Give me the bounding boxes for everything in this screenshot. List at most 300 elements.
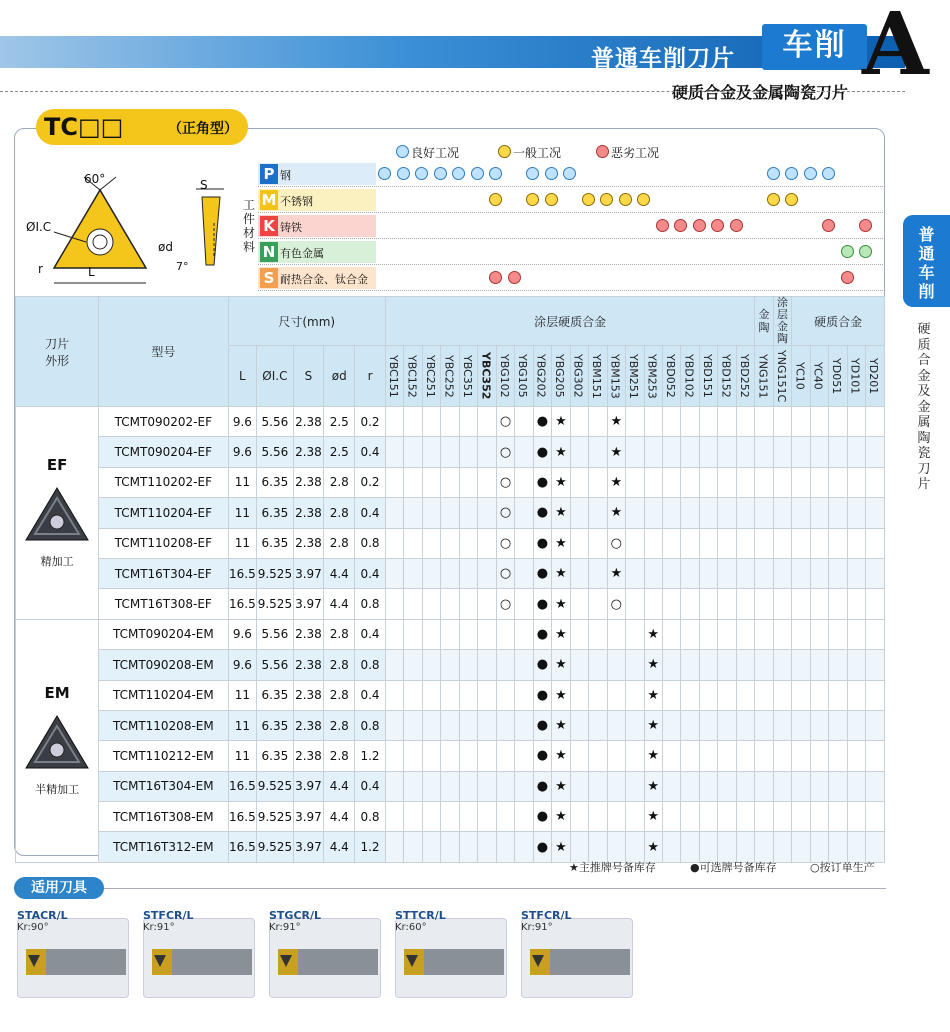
grade-cell: ★ <box>552 619 570 649</box>
condition-face-icon <box>471 167 484 180</box>
dim-cell: 0.2 <box>355 407 386 437</box>
grade-cell <box>773 802 791 832</box>
grade-cell <box>847 741 865 771</box>
grade-cell <box>662 741 680 771</box>
grade-cell: ★ <box>644 832 662 862</box>
grade-cell <box>866 802 885 832</box>
grade-cell: ○ <box>496 589 514 619</box>
grade-cell <box>515 467 533 497</box>
grade-cell <box>441 771 459 801</box>
grade-cell <box>829 589 847 619</box>
dim-cell: 5.56 <box>257 437 293 467</box>
model-cell: TCMT110212-EM <box>99 741 228 771</box>
dim-cell: 2.8 <box>324 528 355 558</box>
grade-cell <box>626 498 644 528</box>
condition-face-icon <box>600 193 613 206</box>
grade-cell <box>681 741 699 771</box>
dim-cell: 2.38 <box>293 741 324 771</box>
grade-cell <box>699 680 717 710</box>
dim-cell: 9.6 <box>228 619 257 649</box>
group2-header: 金陶 <box>755 297 773 346</box>
grade-cell <box>459 650 477 680</box>
grade-cell <box>773 710 791 740</box>
grade-cell: ★ <box>607 437 625 467</box>
grade-cell <box>829 407 847 437</box>
grade-label: YBG202 <box>534 354 548 398</box>
grade-cell <box>866 771 885 801</box>
grade-cell <box>478 680 496 710</box>
grade-cell: ● <box>533 771 551 801</box>
grade-cell <box>736 407 754 437</box>
grade-cell <box>570 832 588 862</box>
grade-cell <box>589 528 607 558</box>
grade-cell <box>718 650 736 680</box>
grade-cell <box>515 407 533 437</box>
grade-cell <box>755 650 773 680</box>
material-row-k <box>258 213 885 239</box>
grade-cell <box>847 558 865 588</box>
grade-cell <box>459 771 477 801</box>
grade-cell <box>662 407 680 437</box>
dim-cell: 11 <box>228 710 257 740</box>
grade-cell <box>829 802 847 832</box>
grade-cell <box>570 498 588 528</box>
grade-label: YBC151 <box>386 354 400 398</box>
s-label: S <box>200 178 208 192</box>
grade-cell <box>866 710 885 740</box>
grade-header <box>478 346 496 407</box>
grade-header <box>515 346 533 407</box>
grade-cell <box>607 650 625 680</box>
material-letter-k: K <box>260 216 278 236</box>
side-text: 硬质合金及金属陶瓷刀片 <box>917 322 931 492</box>
grade-cell <box>478 802 496 832</box>
condition-face-icon <box>841 245 854 258</box>
grade-cell <box>681 498 699 528</box>
dim-cell: 9.525 <box>257 832 293 862</box>
grade-cell <box>662 771 680 801</box>
material-name: 有色金属 <box>280 247 324 260</box>
grade-cell <box>589 589 607 619</box>
grade-cell <box>422 407 440 437</box>
dim-cell: 4.4 <box>324 802 355 832</box>
grade-cell <box>718 437 736 467</box>
grade-cell <box>496 710 514 740</box>
dim-col-header: L <box>228 346 257 407</box>
grade-header <box>773 346 791 407</box>
grade-cell <box>773 589 791 619</box>
bad-label: 恶劣工况 <box>611 146 660 160</box>
grade-cell <box>810 741 828 771</box>
grade-cell <box>478 467 496 497</box>
grade-cell <box>385 467 403 497</box>
grade-cell <box>607 619 625 649</box>
dim-cell: 11 <box>228 680 257 710</box>
dim-cell: 11 <box>228 528 257 558</box>
grade-cell <box>589 802 607 832</box>
grade-cell <box>792 741 810 771</box>
grade-cell <box>792 771 810 801</box>
grade-cell <box>589 558 607 588</box>
condition-face-icon <box>767 167 780 180</box>
condition-face-icon <box>841 271 854 284</box>
grade-label: YBM253 <box>645 353 659 399</box>
grade-cell <box>847 498 865 528</box>
grade-cell <box>459 710 477 740</box>
grade-cell <box>422 467 440 497</box>
grade-cell <box>570 802 588 832</box>
grade-cell <box>441 498 459 528</box>
table-row <box>16 680 885 710</box>
grade-header <box>736 346 754 407</box>
grade-cell <box>385 771 403 801</box>
grade-cell <box>792 650 810 680</box>
grade-cell <box>810 528 828 558</box>
grade-cell <box>755 680 773 710</box>
grade-cell <box>478 589 496 619</box>
grade-cell <box>755 771 773 801</box>
tool-card[interactable] <box>269 910 381 998</box>
grade-cell <box>589 498 607 528</box>
grade-cell <box>607 680 625 710</box>
dim-cell: 9.525 <box>257 771 293 801</box>
grade-cell <box>736 832 754 862</box>
grade-cell: ★ <box>552 771 570 801</box>
grade-cell: ○ <box>496 407 514 437</box>
grade-cell <box>459 619 477 649</box>
grade-cell <box>866 498 885 528</box>
angle-label: 60° <box>84 172 106 186</box>
group-desc: 精加工 <box>40 555 74 569</box>
grade-cell <box>699 832 717 862</box>
grade-cell <box>866 558 885 588</box>
grade-cell <box>681 650 699 680</box>
grade-cell <box>422 528 440 558</box>
grade-cell <box>385 680 403 710</box>
ic-label: ØI.C <box>26 220 52 234</box>
grade-cell <box>385 528 403 558</box>
tool-card[interactable] <box>395 910 507 998</box>
group3-header: 涂层金陶 <box>773 297 791 346</box>
dim-cell: 0.8 <box>355 589 386 619</box>
shape-header: 刀片外形 <box>16 297 99 407</box>
grade-label: YBG105 <box>516 354 530 398</box>
grade-cell <box>644 498 662 528</box>
grade-cell <box>626 650 644 680</box>
condition-face-icon <box>397 167 410 180</box>
grade-cell: ★ <box>552 558 570 588</box>
grade-cell <box>681 528 699 558</box>
grade-cell <box>773 832 791 862</box>
dim-cell: 0.8 <box>355 710 386 740</box>
grade-cell <box>810 680 828 710</box>
grade-cell <box>829 437 847 467</box>
grade-cell <box>441 802 459 832</box>
tool-card[interactable] <box>521 910 633 998</box>
grade-cell <box>829 832 847 862</box>
grade-label: YBD252 <box>737 354 751 398</box>
grade-cell <box>385 802 403 832</box>
grade-cell <box>422 741 440 771</box>
condition-face-icon <box>656 219 669 232</box>
grade-cell <box>699 467 717 497</box>
grade-cell <box>792 558 810 588</box>
grade-cell: ○ <box>496 498 514 528</box>
condition-face-icon <box>804 167 817 180</box>
grade-cell <box>644 407 662 437</box>
bad-face-icon <box>596 145 609 158</box>
grade-label: YBM151 <box>590 353 604 399</box>
grade-cell <box>385 710 403 740</box>
dim-cell: 2.38 <box>293 498 324 528</box>
grade-cell <box>570 619 588 649</box>
grade-header <box>662 346 680 407</box>
table-row <box>16 498 885 528</box>
grade-cell <box>755 407 773 437</box>
grade-cell <box>570 771 588 801</box>
grade-cell <box>478 407 496 437</box>
grade-cell <box>866 467 885 497</box>
grade-cell <box>699 771 717 801</box>
grade-cell <box>626 619 644 649</box>
grade-cell <box>847 407 865 437</box>
grade-cell <box>755 437 773 467</box>
grade-cell <box>496 741 514 771</box>
dim-cell: 9.525 <box>257 589 293 619</box>
grade-cell <box>478 650 496 680</box>
dim-cell: 3.97 <box>293 832 324 862</box>
grade-cell: ● <box>533 741 551 771</box>
grade-cell <box>404 558 422 588</box>
grade-cell <box>810 802 828 832</box>
grade-cell <box>662 650 680 680</box>
grade-cell <box>736 771 754 801</box>
dim-cell: 0.8 <box>355 528 386 558</box>
grade-cell <box>515 558 533 588</box>
grade-cell: ● <box>533 407 551 437</box>
grade-cell: ★ <box>552 498 570 528</box>
condition-face-icon <box>785 167 798 180</box>
table-row <box>16 832 885 862</box>
grade-cell <box>607 741 625 771</box>
table-row <box>16 741 885 771</box>
grade-cell: ● <box>533 680 551 710</box>
tool-kr: Kr:90° <box>17 922 49 933</box>
grade-cell: ● <box>533 437 551 467</box>
grade-cell: ★ <box>607 558 625 588</box>
condition-face-icon <box>822 167 835 180</box>
grade-cell <box>681 771 699 801</box>
grade-cell <box>385 619 403 649</box>
dim-cell: 4.4 <box>324 832 355 862</box>
good-face-icon <box>396 145 409 158</box>
grade-cell <box>422 802 440 832</box>
grade-cell <box>459 407 477 437</box>
grade-cell <box>404 832 422 862</box>
grade-cell <box>515 802 533 832</box>
grade-cell <box>755 589 773 619</box>
material-row-n <box>258 239 885 265</box>
insert-table <box>15 296 885 863</box>
legend-circle: ○按订单生产 <box>810 861 875 874</box>
material-letter-p: P <box>260 164 278 184</box>
grade-cell <box>699 437 717 467</box>
model-cell: TCMT090204-EM <box>99 619 228 649</box>
dim-col-header: ød <box>324 346 355 407</box>
grade-cell <box>515 589 533 619</box>
grade-cell <box>866 650 885 680</box>
dim-cell: 9.6 <box>228 437 257 467</box>
grade-cell <box>810 558 828 588</box>
tool-card[interactable] <box>143 910 255 998</box>
grade-cell <box>736 650 754 680</box>
dim-cell: 2.38 <box>293 467 324 497</box>
material-name: 铸铁 <box>280 221 302 234</box>
grade-cell <box>441 407 459 437</box>
grade-cell <box>404 802 422 832</box>
tool-card[interactable] <box>17 910 129 998</box>
grade-cell <box>810 710 828 740</box>
grade-cell <box>515 498 533 528</box>
material-letter-s: S <box>260 268 278 288</box>
table-row <box>16 528 885 558</box>
grade-cell <box>681 589 699 619</box>
grade-cell <box>570 650 588 680</box>
grade-cell <box>607 710 625 740</box>
dim-cell: 2.8 <box>324 650 355 680</box>
grade-cell <box>755 528 773 558</box>
grade-cell <box>662 558 680 588</box>
grade-cell <box>736 802 754 832</box>
grade-cell <box>422 558 440 588</box>
grade-cell <box>589 771 607 801</box>
grade-cell <box>570 407 588 437</box>
grade-cell: ★ <box>552 407 570 437</box>
dim-cell: 5.56 <box>257 407 293 437</box>
grade-cell <box>422 589 440 619</box>
dim-cell: 16.5 <box>228 589 257 619</box>
grade-cell <box>847 680 865 710</box>
tool-name: STFCR/L <box>521 909 572 922</box>
group1-header: 涂层硬质合金 <box>385 297 754 346</box>
grade-label: YBG302 <box>571 354 585 398</box>
grade-cell <box>755 832 773 862</box>
dim-cell: 5.56 <box>257 650 293 680</box>
grade-cell <box>644 467 662 497</box>
grade-cell <box>681 407 699 437</box>
grade-cell <box>699 498 717 528</box>
grade-label: YBG205 <box>553 354 567 398</box>
grade-cell: ★ <box>644 680 662 710</box>
grade-cell: ★ <box>552 589 570 619</box>
model-cell: TCMT16T304-EF <box>99 558 228 588</box>
grade-cell <box>755 710 773 740</box>
grade-header <box>829 346 847 407</box>
dim-cell: 3.97 <box>293 802 324 832</box>
grade-label: YBD151 <box>700 354 714 398</box>
tool-kr: Kr:91° <box>143 922 175 933</box>
grade-cell <box>441 650 459 680</box>
grade-cell <box>718 802 736 832</box>
grade-cell <box>662 589 680 619</box>
dim-cell: 2.38 <box>293 680 324 710</box>
grade-cell <box>718 832 736 862</box>
grade-cell <box>681 832 699 862</box>
grade-cell <box>718 467 736 497</box>
grade-cell <box>515 619 533 649</box>
grade-cell <box>626 558 644 588</box>
group-name: EM <box>44 684 70 703</box>
grade-cell <box>478 771 496 801</box>
shape-cell <box>16 619 99 862</box>
dim-cell: 9.525 <box>257 802 293 832</box>
grade-label: YBC251 <box>423 354 437 398</box>
condition-face-icon <box>674 219 687 232</box>
condition-face-icon <box>545 193 558 206</box>
grade-cell <box>626 832 644 862</box>
condition-face-icon <box>859 245 872 258</box>
grade-cell <box>385 407 403 437</box>
grade-cell <box>404 741 422 771</box>
grade-cell: ★ <box>552 832 570 862</box>
grade-cell <box>662 710 680 740</box>
grade-cell: ● <box>533 589 551 619</box>
grade-cell <box>459 589 477 619</box>
grade-cell <box>515 710 533 740</box>
grade-label: YD051 <box>830 357 844 395</box>
grade-cell <box>626 437 644 467</box>
grade-cell <box>866 437 885 467</box>
dim-cell: 16.5 <box>228 802 257 832</box>
condition-face-icon <box>767 193 780 206</box>
grade-cell <box>681 680 699 710</box>
grade-cell <box>810 589 828 619</box>
grade-cell <box>496 832 514 862</box>
grade-cell: ○ <box>607 589 625 619</box>
grade-cell <box>829 498 847 528</box>
condition-face-icon <box>785 193 798 206</box>
l-label: L <box>88 265 95 279</box>
grade-cell <box>847 589 865 619</box>
grade-cell <box>866 680 885 710</box>
grade-cell <box>829 771 847 801</box>
grade-cell <box>404 407 422 437</box>
dim-cell: 0.4 <box>355 437 386 467</box>
condition-face-icon <box>822 219 835 232</box>
grade-cell <box>792 802 810 832</box>
grade-cell <box>792 680 810 710</box>
tool-name: STFCR/L <box>143 909 194 922</box>
model-cell: TCMT110208-EF <box>99 528 228 558</box>
insert-code: TC□□ <box>44 113 124 141</box>
grade-cell <box>404 680 422 710</box>
grade-cell: ● <box>533 710 551 740</box>
grade-cell <box>515 832 533 862</box>
grade-header <box>552 346 570 407</box>
grade-cell <box>847 650 865 680</box>
grade-cell: ★ <box>644 741 662 771</box>
grade-label: YBM251 <box>627 353 641 399</box>
grade-cell <box>792 498 810 528</box>
dim-cell: 1.2 <box>355 832 386 862</box>
grade-cell <box>626 802 644 832</box>
condition-face-icon <box>693 219 706 232</box>
grade-cell <box>589 710 607 740</box>
grade-cell <box>699 407 717 437</box>
grade-cell <box>736 589 754 619</box>
side-tab[interactable] <box>903 215 950 307</box>
grade-label: YBC152 <box>405 354 419 398</box>
